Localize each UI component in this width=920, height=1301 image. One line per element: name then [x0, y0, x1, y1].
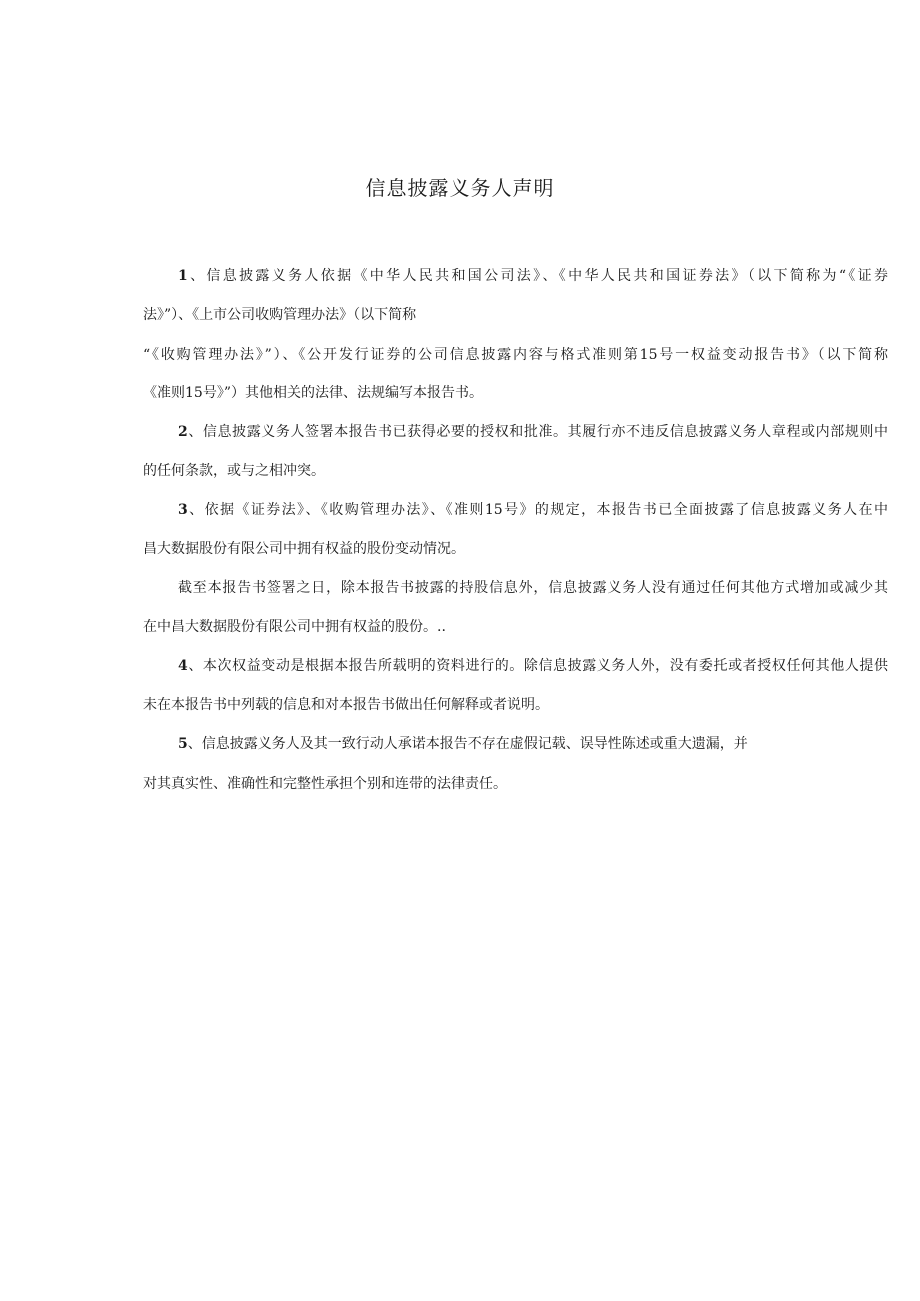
statement-text: “《收购管理办法》”）、《公开发行证券的公司信息披露内容与格式准则第15号一权益变动报告书》（以下简称	[143, 347, 888, 363]
statement-text: 法》”）、《上市公司收购管理办法》（以下简称	[143, 307, 417, 323]
statement-1-line-2	[143, 305, 888, 325]
statement-2-line-2	[143, 461, 888, 481]
statement-5-line-1	[178, 734, 888, 754]
statement-text: 、信息披露义务人及其一致行动人承诺本报告不存在虚假记载、误导性陈述或重大遗漏，并	[187, 736, 748, 752]
statement-text: 的任何条款，或与之相冲突。	[143, 463, 325, 479]
statement-4-line-1	[178, 656, 888, 676]
statement-1-line-3	[143, 345, 888, 365]
statement-text: 未在本报告书中列载的信息和对本报告书做出任何解释或者说明。	[143, 697, 549, 713]
statement-1-line-1	[178, 266, 888, 286]
statement-5-line-2	[143, 774, 888, 794]
statement-text: 昌大数据股份有限公司中拥有权益的股份变动情况。	[143, 541, 465, 557]
statement-number: 1	[178, 268, 188, 284]
statement-text: 对其真实性、准确性和完整性承担个别和连带的法律责任。	[143, 776, 507, 792]
statement-text: 、依据《证券法》、《收购管理办法》、《准则15号》的规定，本报告书已全面披露了信息披露义务人在中	[187, 502, 888, 518]
statement-4-line-2	[143, 695, 888, 715]
statement-text: 《准则15号》”）其他相关的法律、法规编写本报告书。	[143, 385, 483, 401]
statement-3b-line-1	[178, 578, 888, 598]
statement-text: 、信息披露义务人签署本报告书已获得必要的授权和批准。其履行亦不违反信息披露义务人章程或内部规则中	[187, 424, 888, 440]
statement-number: 2	[178, 424, 188, 440]
statement-2-line-1	[178, 422, 888, 442]
document-title: 信息披露义务人声明	[365, 176, 555, 200]
statement-text: 、本次权益变动是根据本报告所载明的资料进行的。除信息披露义务人外，没有委托或者授权任何其他人提供	[187, 658, 888, 674]
statement-text: 在中昌大数据股份有限公司中拥有权益的股份。..	[143, 619, 446, 635]
statement-text: 截至本报告书签署之日，除本报告书披露的持股信息外，信息披露义务人没有通过任何其他方式增加或减少其	[178, 580, 888, 596]
statement-number: 5	[178, 736, 188, 752]
statement-1-line-4	[143, 383, 888, 403]
statement-number: 3	[178, 502, 188, 518]
statement-text: 、信息披露义务人依据《中华人民共和国公司法》、《中华人民共和国证券法》（以下简称为“《证券	[187, 268, 888, 284]
statement-3-line-2	[143, 539, 888, 559]
statement-number: 4	[178, 658, 188, 674]
statement-3b-line-2	[143, 617, 888, 637]
statement-3-line-1	[178, 500, 888, 520]
